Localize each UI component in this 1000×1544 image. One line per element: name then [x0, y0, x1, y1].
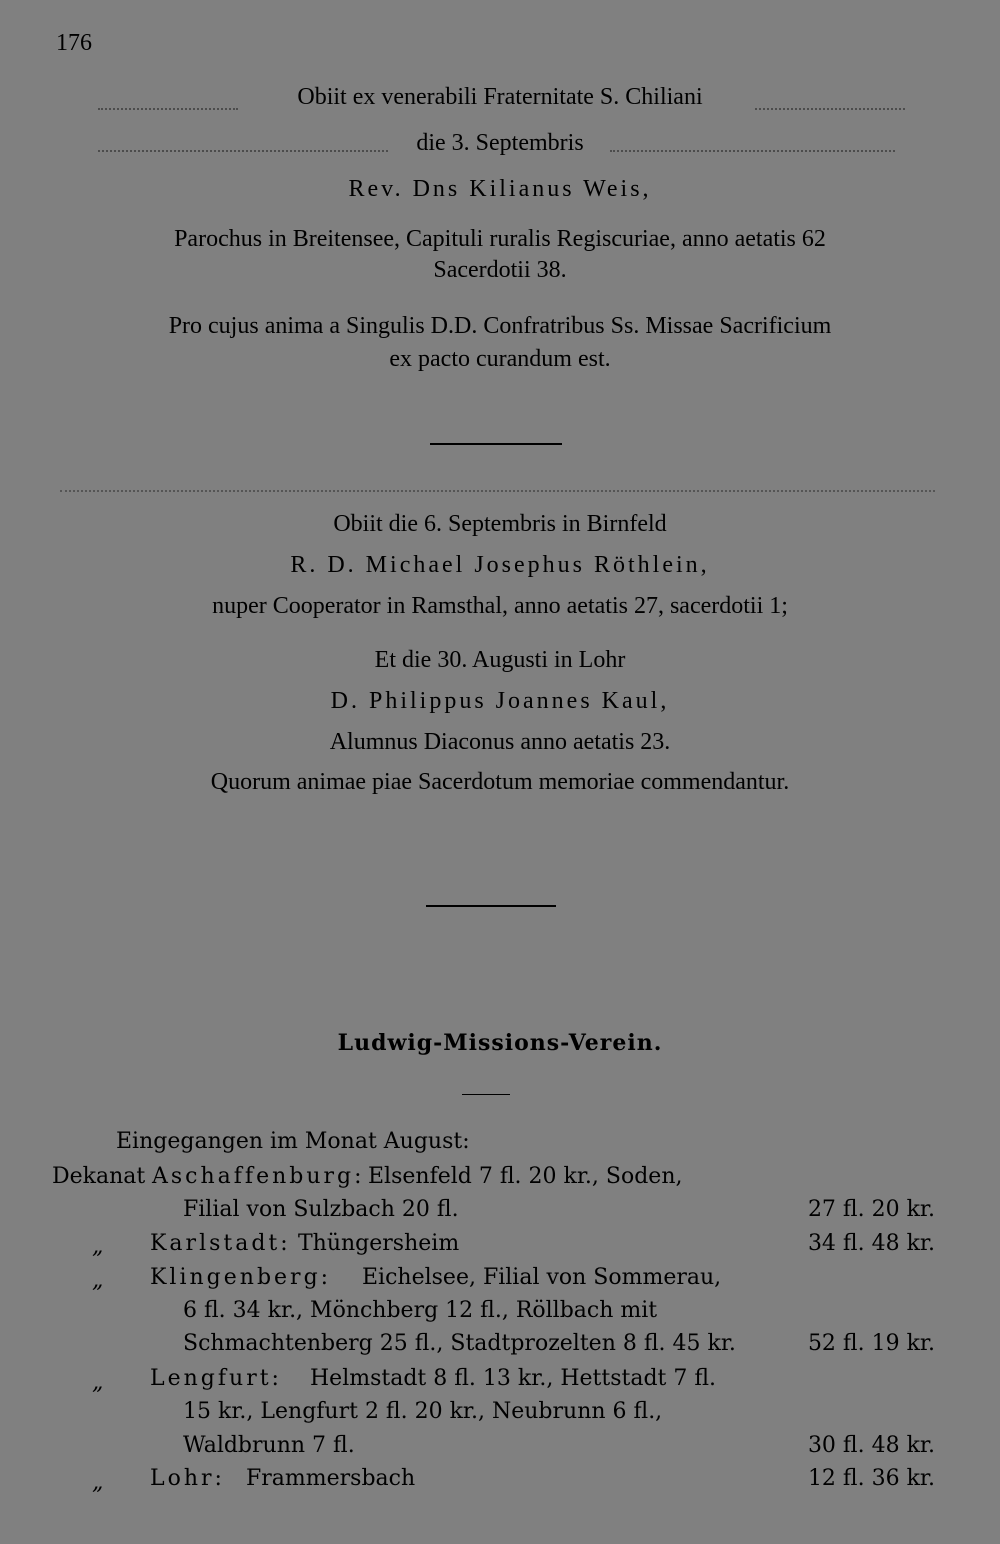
page-number: 176: [56, 30, 92, 56]
ditto-mark: „: [92, 1470, 104, 1495]
obit1-line2: die 3. Septembris: [416, 130, 584, 156]
obit1-line5: Pro cujus anima a Singulis D.D. Confratribus Ss. Missae Sacrificium: [168, 313, 832, 339]
obit2-line1: Obiit die 6. Septembris in Birnfeld: [333, 511, 667, 537]
separator-rule: [430, 443, 562, 445]
entry-line: Waldbrunn 7 fl.: [183, 1433, 355, 1458]
entry-line: Frammersbach: [246, 1466, 416, 1491]
obit1-line4: Sacerdotii 38.: [433, 257, 567, 283]
entry-name: Karlstadt:: [150, 1231, 291, 1256]
entry-line: 6 fl. 34 kr., Mönchberg 12 fl., Röllbach mit: [183, 1298, 658, 1323]
entry-line: Schmachtenberg 25 fl., Stadtprozelten 8 fl. 45 kr.: [183, 1331, 736, 1356]
entry-amount: 12 fl. 36 kr.: [807, 1466, 935, 1491]
obit2-line4: Alumnus Diaconus anno aetatis 23.: [329, 729, 671, 755]
intro-line: Eingegangen im Monat August:: [116, 1129, 470, 1154]
entry-name: Lengfurt:: [150, 1366, 282, 1391]
section-heading: Ludwig-Missions-Verein.: [337, 1030, 663, 1056]
obit2-line5: Quorum animae piae Sacerdotum memoriae commendantur.: [210, 769, 790, 795]
dotted-separator: [60, 490, 935, 495]
entry-amount: 30 fl. 48 kr.: [807, 1433, 935, 1458]
separator-rule-2: [426, 905, 556, 907]
obit1-line6: ex pacto curandum est.: [389, 346, 611, 372]
entry-amount: 34 fl. 48 kr.: [807, 1231, 935, 1256]
dekanat-label: Dekanat: [52, 1164, 146, 1189]
entry-line: Filial von Sulzbach 20 fl.: [183, 1197, 459, 1222]
entry-name: Aschaffenburg:: [152, 1164, 365, 1189]
ditto-mark: „: [92, 1234, 104, 1259]
entry-line: Elsenfeld 7 fl. 20 kr., Soden,: [368, 1164, 683, 1189]
entry-name: Klingenberg:: [150, 1265, 332, 1290]
ditto-mark: „: [92, 1268, 104, 1293]
entry-amount: 27 fl. 20 kr.: [807, 1197, 935, 1222]
entry-line: Eichelsee, Filial von Sommerau,: [362, 1265, 722, 1290]
ditto-mark: „: [92, 1370, 104, 1395]
obit2-line3: Et die 30. Augusti in Lohr: [374, 647, 626, 673]
heading-rule: [462, 1094, 510, 1095]
obit1-line1: Obiit ex venerabili Fraternitate S. Chiliani: [297, 84, 703, 110]
obit1-line3: Parochus in Breitensee, Capituli ruralis Regiscuriae, anno aetatis 62: [174, 226, 826, 252]
entry-name: Lohr:: [150, 1466, 225, 1491]
obit1-name: Rev. Dns Kilianus Weis,: [348, 176, 652, 202]
entry-amount: 52 fl. 19 kr.: [807, 1331, 935, 1356]
obit2-name1: R. D. Michael Josephus Röthlein,: [290, 552, 710, 578]
obit2-line2: nuper Cooperator in Ramsthal, anno aetatis 27, sacerdotii 1;: [212, 593, 788, 619]
obit2-name2: D. Philippus Joannes Kaul,: [330, 688, 670, 714]
entry-line: 15 kr., Lengfurt 2 fl. 20 kr., Neubrunn 6 fl.,: [183, 1399, 663, 1424]
entry-line: Thüngersheim: [298, 1231, 460, 1256]
entry-line: Helmstadt 8 fl. 13 kr., Hettstadt 7 fl.: [310, 1366, 717, 1391]
